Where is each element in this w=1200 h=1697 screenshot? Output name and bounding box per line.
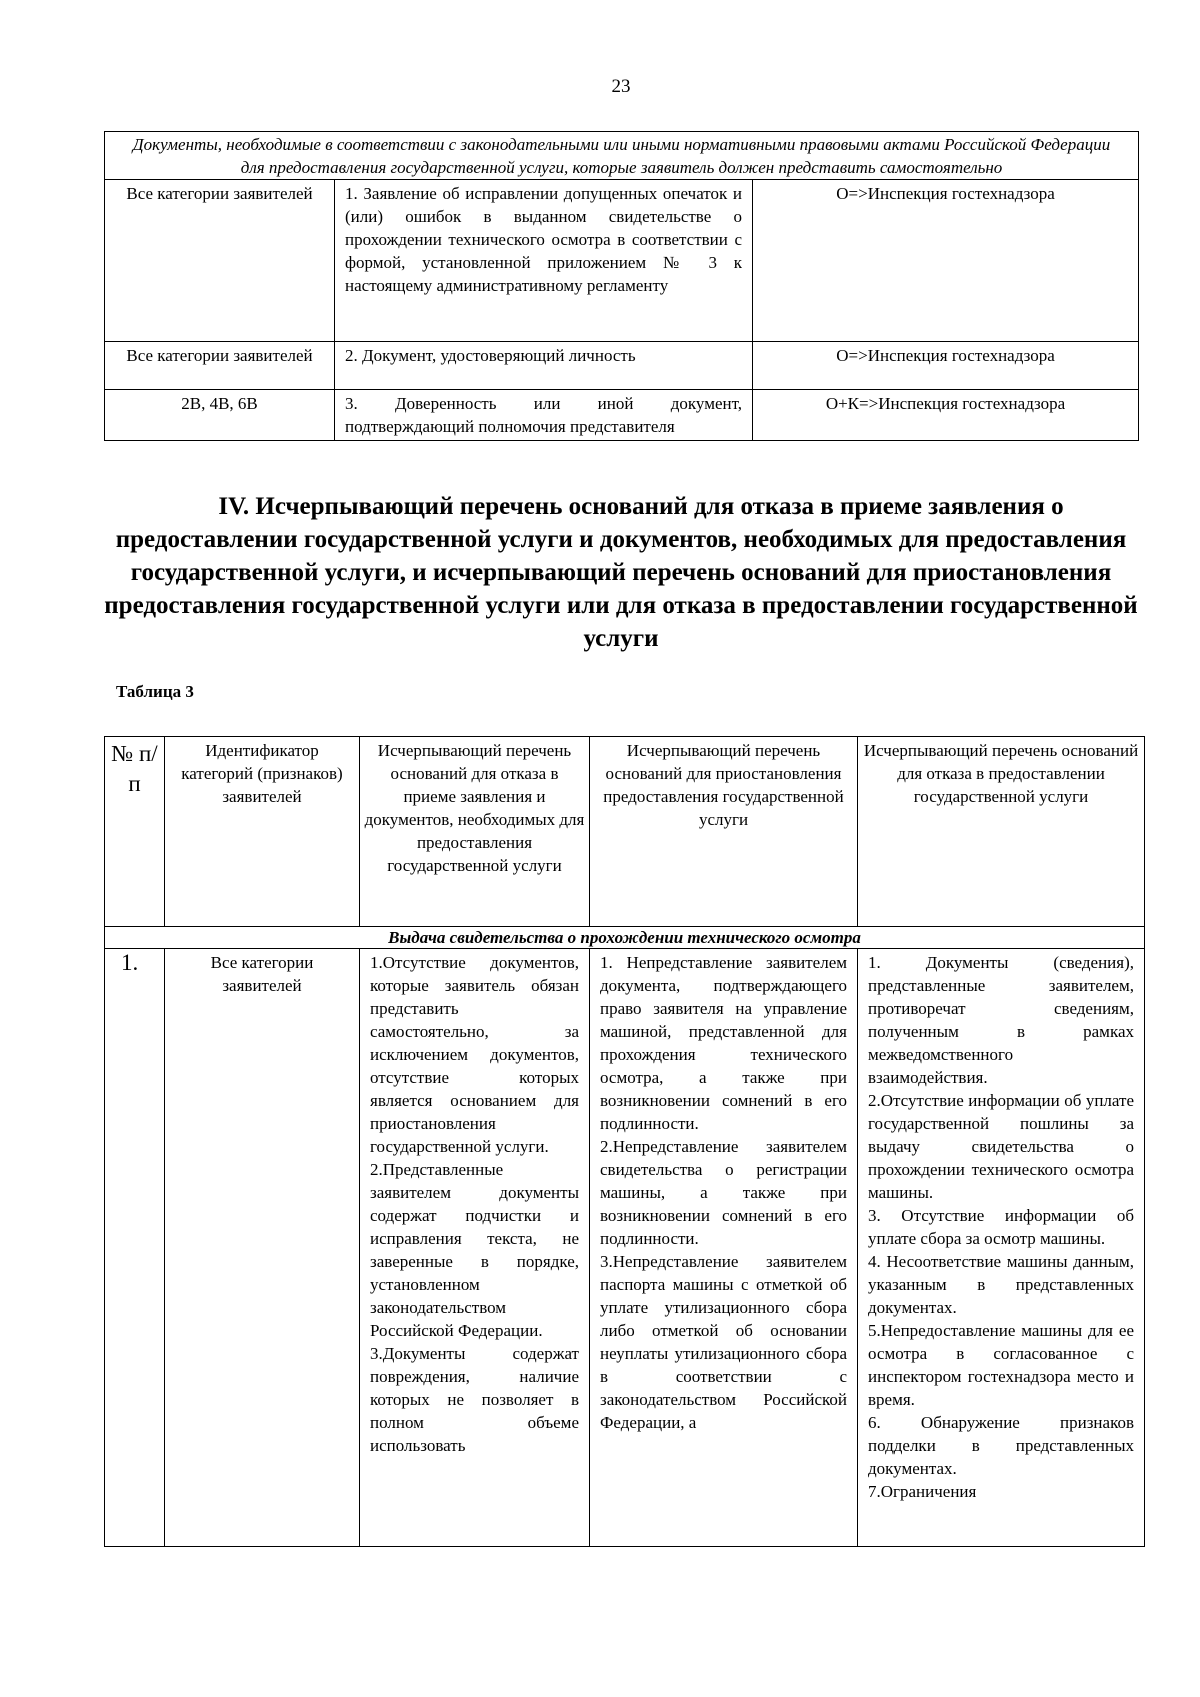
category-cell: Все категории заявителей [105,180,335,342]
list-item: 1.Отсутствие документов, которые заявитель обязан представить самостоятельно, за исключением документов, отсутствие которых является основанием для приостановления государственной услуги. [370,953,579,1156]
refusal-reception-cell [360,949,590,1547]
category-cell: Все категории заявителей [105,342,335,390]
table-caption: Таблица 3 [116,682,194,701]
table-row [105,390,1139,441]
category-cell: Все категории заявителей [165,949,360,1547]
section-heading-text: IV. Исчерпывающий перечень оснований для отказа в приеме заявления о предоставлении государственной услуги и документов, необходимых для предоставления государственной услуги, и исчерпывающий перечень оснований для приостановления предоставления государственной услуги или для отказа в предоставлении государственной услуги [104,493,1138,652]
list-item: 6. Обнаружение признаков подделки в представленных документах. [868,1413,1134,1478]
refusal-grounds-table [104,736,1145,1547]
route-cell: О+К=>Инспекция гостехнадзора [753,390,1139,441]
list-item: 2.Представленные заявителем документы содержат подчистки и исправления текста, не заверенные в порядке, установленном законодательством Российской Федерации. [370,1160,579,1340]
route-cell: О=>Инспекция гостехнадзора [753,342,1139,390]
table-row [105,180,1139,342]
list-item: 1. Непредставление заявителем документа, подтверждающего право заявителя на управление машиной, представленной для прохождения технического осмотра, а также при возникновении сомнений в его подлинности. [600,953,847,1133]
required-documents-table [104,131,1139,441]
list-item: 3. Отсутствие информации об уплате сбора за осмотр машины. [868,1206,1134,1248]
section-title: Выдача свидетельства о прохождении технического осмотра [105,927,1145,949]
table-header: Документы, необходимые в соответствии с законодательными или иными нормативными правовыми актами Российской Федерации для предоставления государственной услуги, которые заявитель должен представить самостоятельно [105,132,1139,180]
table-row [105,949,1145,1547]
list-item: 2.Непредставление заявителем свидетельства о регистрации машины, а также при возникновении сомнений в его подлинности. [600,1137,847,1248]
list-item: 3.Непредставление заявителем паспорта машины с отметкой об уплате утилизационного сбора либо отметкой об основании неуплаты утилизационного сбора в соответствии с законодательством Российской Федерации, а [600,1252,847,1432]
refusal-service-cell [858,949,1145,1547]
document-cell: 3. Доверенность или иной документ, подтверждающий полномочия представителя [335,390,753,441]
column-header-refusal-service: Исчерпывающий перечень оснований для отказа в предоставлении государственной услуги [858,737,1145,927]
list-item: 3.Документы содержат повреждения, наличие которых не позволяет в полном объеме использовать [370,1344,579,1455]
column-header-category: Идентификатор категорий (признаков) заявителей [165,737,360,927]
list-item: 1. Документы (сведения), представленные заявителем, противоречат сведениям, полученным в рамках межведомственного взаимодействия. [868,953,1134,1087]
section-heading [100,490,1142,655]
table-header-row [105,737,1145,927]
list-item: 4. Несоответствие машины данным, указанным в представленных документах. [868,1252,1134,1317]
column-header-refusal-reception: Исчерпывающий перечень оснований для отказа в приеме заявления и документов, необходимых для предоставления государственной услуги [360,737,590,927]
table-row [105,342,1139,390]
column-header-number: № п/п [105,737,165,927]
page-number: 23 [611,76,631,97]
list-item: 7.Ограничения [868,1482,977,1501]
list-item: 2.Отсутствие информации об уплате государственной пошлины за выдачу свидетельства о прохождении технического осмотра машины. [868,1091,1134,1202]
row-number: 1. [105,949,165,1547]
table-header-row [105,132,1139,180]
list-item: 5.Непредоставление машины для ее осмотра в согласованное с инспектором гостехнадзора место и время. [868,1321,1134,1409]
document-cell: 1. Заявление об исправлении допущенных опечаток и (или) ошибок в выданном свидетельстве о прохождении технического осмотра в соответствии с формой, установленной приложением № 3 к настоящему административному регламенту [335,180,753,342]
column-header-suspension: Исчерпывающий перечень оснований для приостановления предоставления государственной услуги [590,737,858,927]
document-cell: 2. Документ, удостоверяющий личность [335,342,753,390]
category-cell: 2В, 4В, 6В [105,390,335,441]
suspension-cell [590,949,858,1547]
section-row [105,927,1145,949]
route-cell: О=>Инспекция гостехнадзора [753,180,1139,342]
